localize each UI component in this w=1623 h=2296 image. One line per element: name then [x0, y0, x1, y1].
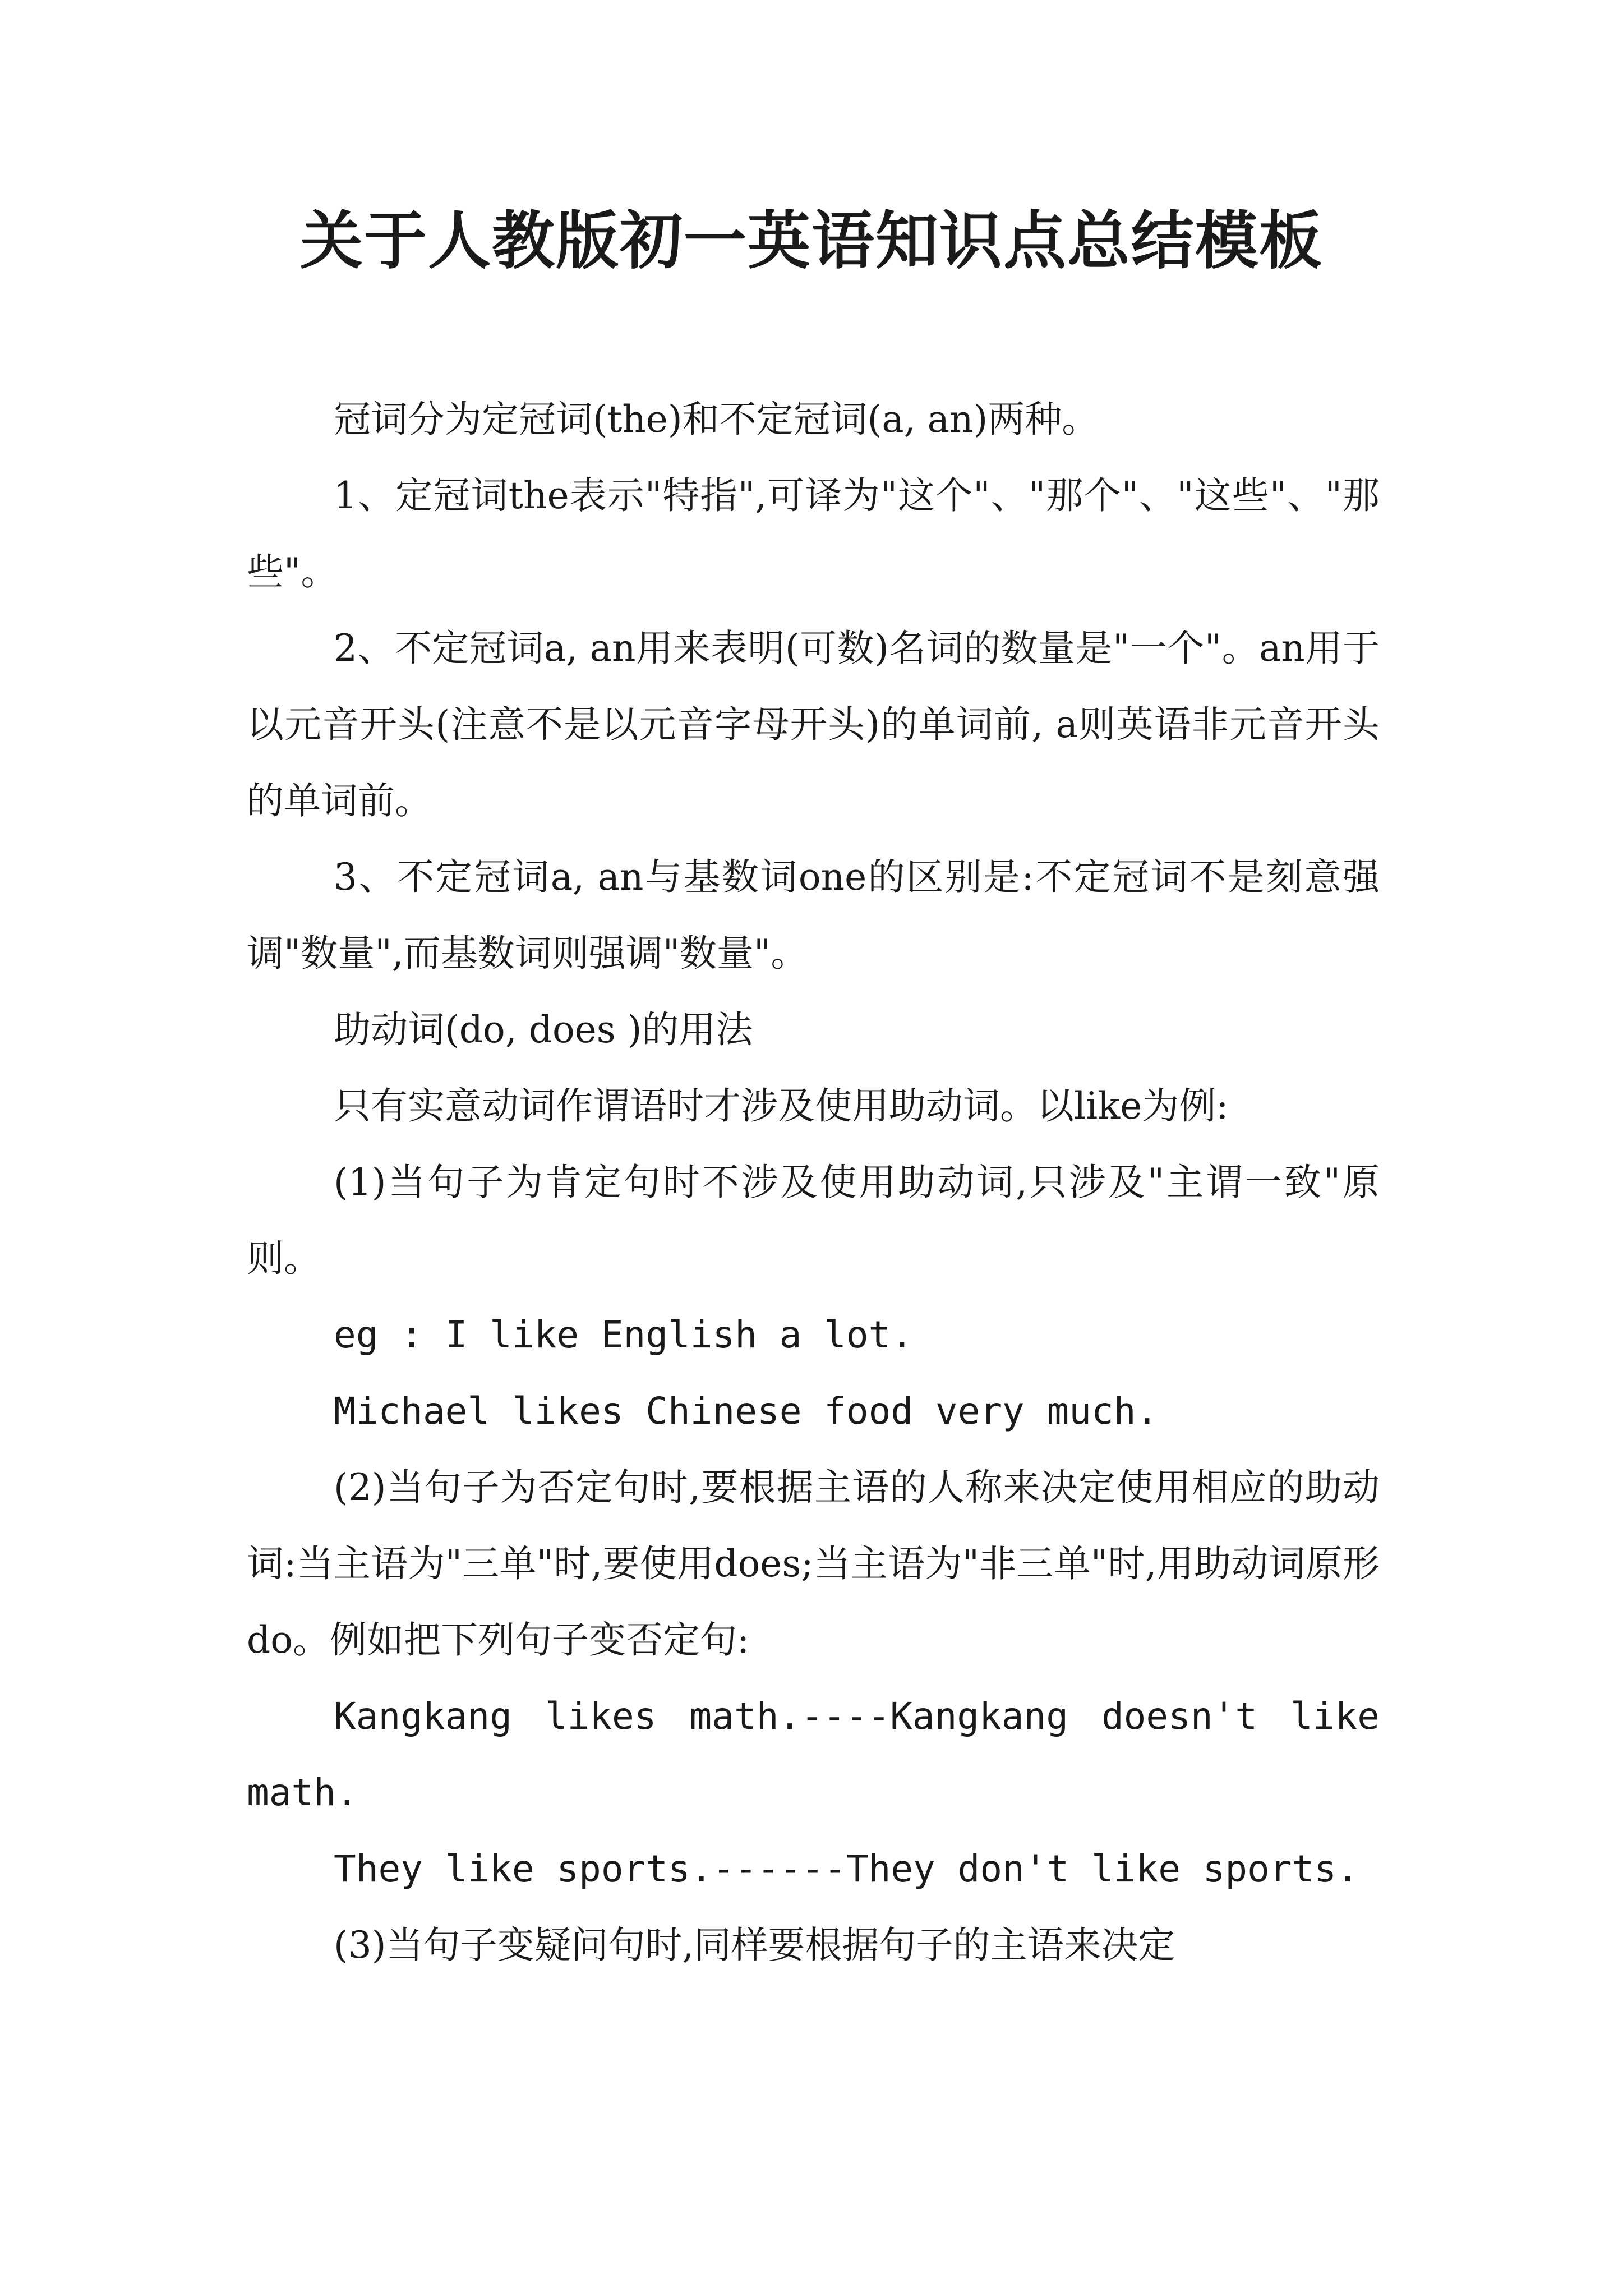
paragraph-articles-intro: 冠词分为定冠词(the)和不定冠词(a, an)两种。	[334, 398, 1099, 441]
document-title: 关于人教版初一英语知识点总结模板	[300, 204, 1323, 278]
example-sentence-3: Kangkang likes math.----Kangkang doesn't like math.	[247, 1695, 1380, 1814]
paragraph-affirmative-rule: (1)当句子为肯定句时不涉及使用助动词,只涉及"主谓一致"原则。	[247, 1161, 1380, 1280]
example-sentence-1: eg : I like English a lot.	[334, 1313, 914, 1356]
paragraph-negative-rule: (2)当句子为否定句时,要根据主语的人称来决定使用相应的助动词:当主语为"三单"时,要使用does;当主语为"非三单"时,用助动词原形do。例如把下列句子变否定句:	[247, 1466, 1380, 1662]
example-sentence-2: Michael likes Chinese food very much.	[334, 1389, 1159, 1433]
section-heading-auxiliary: 助动词(do, does )的用法	[334, 1008, 753, 1051]
paragraph-question-rule: (3)当句子变疑问句时,同样要根据句子的主语来决定	[334, 1924, 1175, 1967]
paragraph-auxiliary-intro: 只有实意动词作谓语时才涉及使用助动词。以like为例:	[334, 1084, 1229, 1128]
paragraph-article-vs-one: 3、不定冠词a, an与基数词one的区别是:不定冠词不是刻意强调"数量",而基数词则强调"数量"。	[247, 855, 1380, 975]
paragraph-definite-article: 1、定冠词the表示"特指",可译为"这个"、"那个"、"这些"、"那些"。	[247, 474, 1380, 593]
document-body	[247, 381, 1380, 1984]
example-sentence-4: They like sports.------They don't like sports.	[334, 1847, 1359, 1890]
paragraph-indefinite-article: 2、不定冠词a, an用来表明(可数)名词的数量是"一个"。an用于以元音开头(注意不是以元音字母开头)的单词前, a则英语非元音开头的单词前。	[247, 627, 1380, 822]
